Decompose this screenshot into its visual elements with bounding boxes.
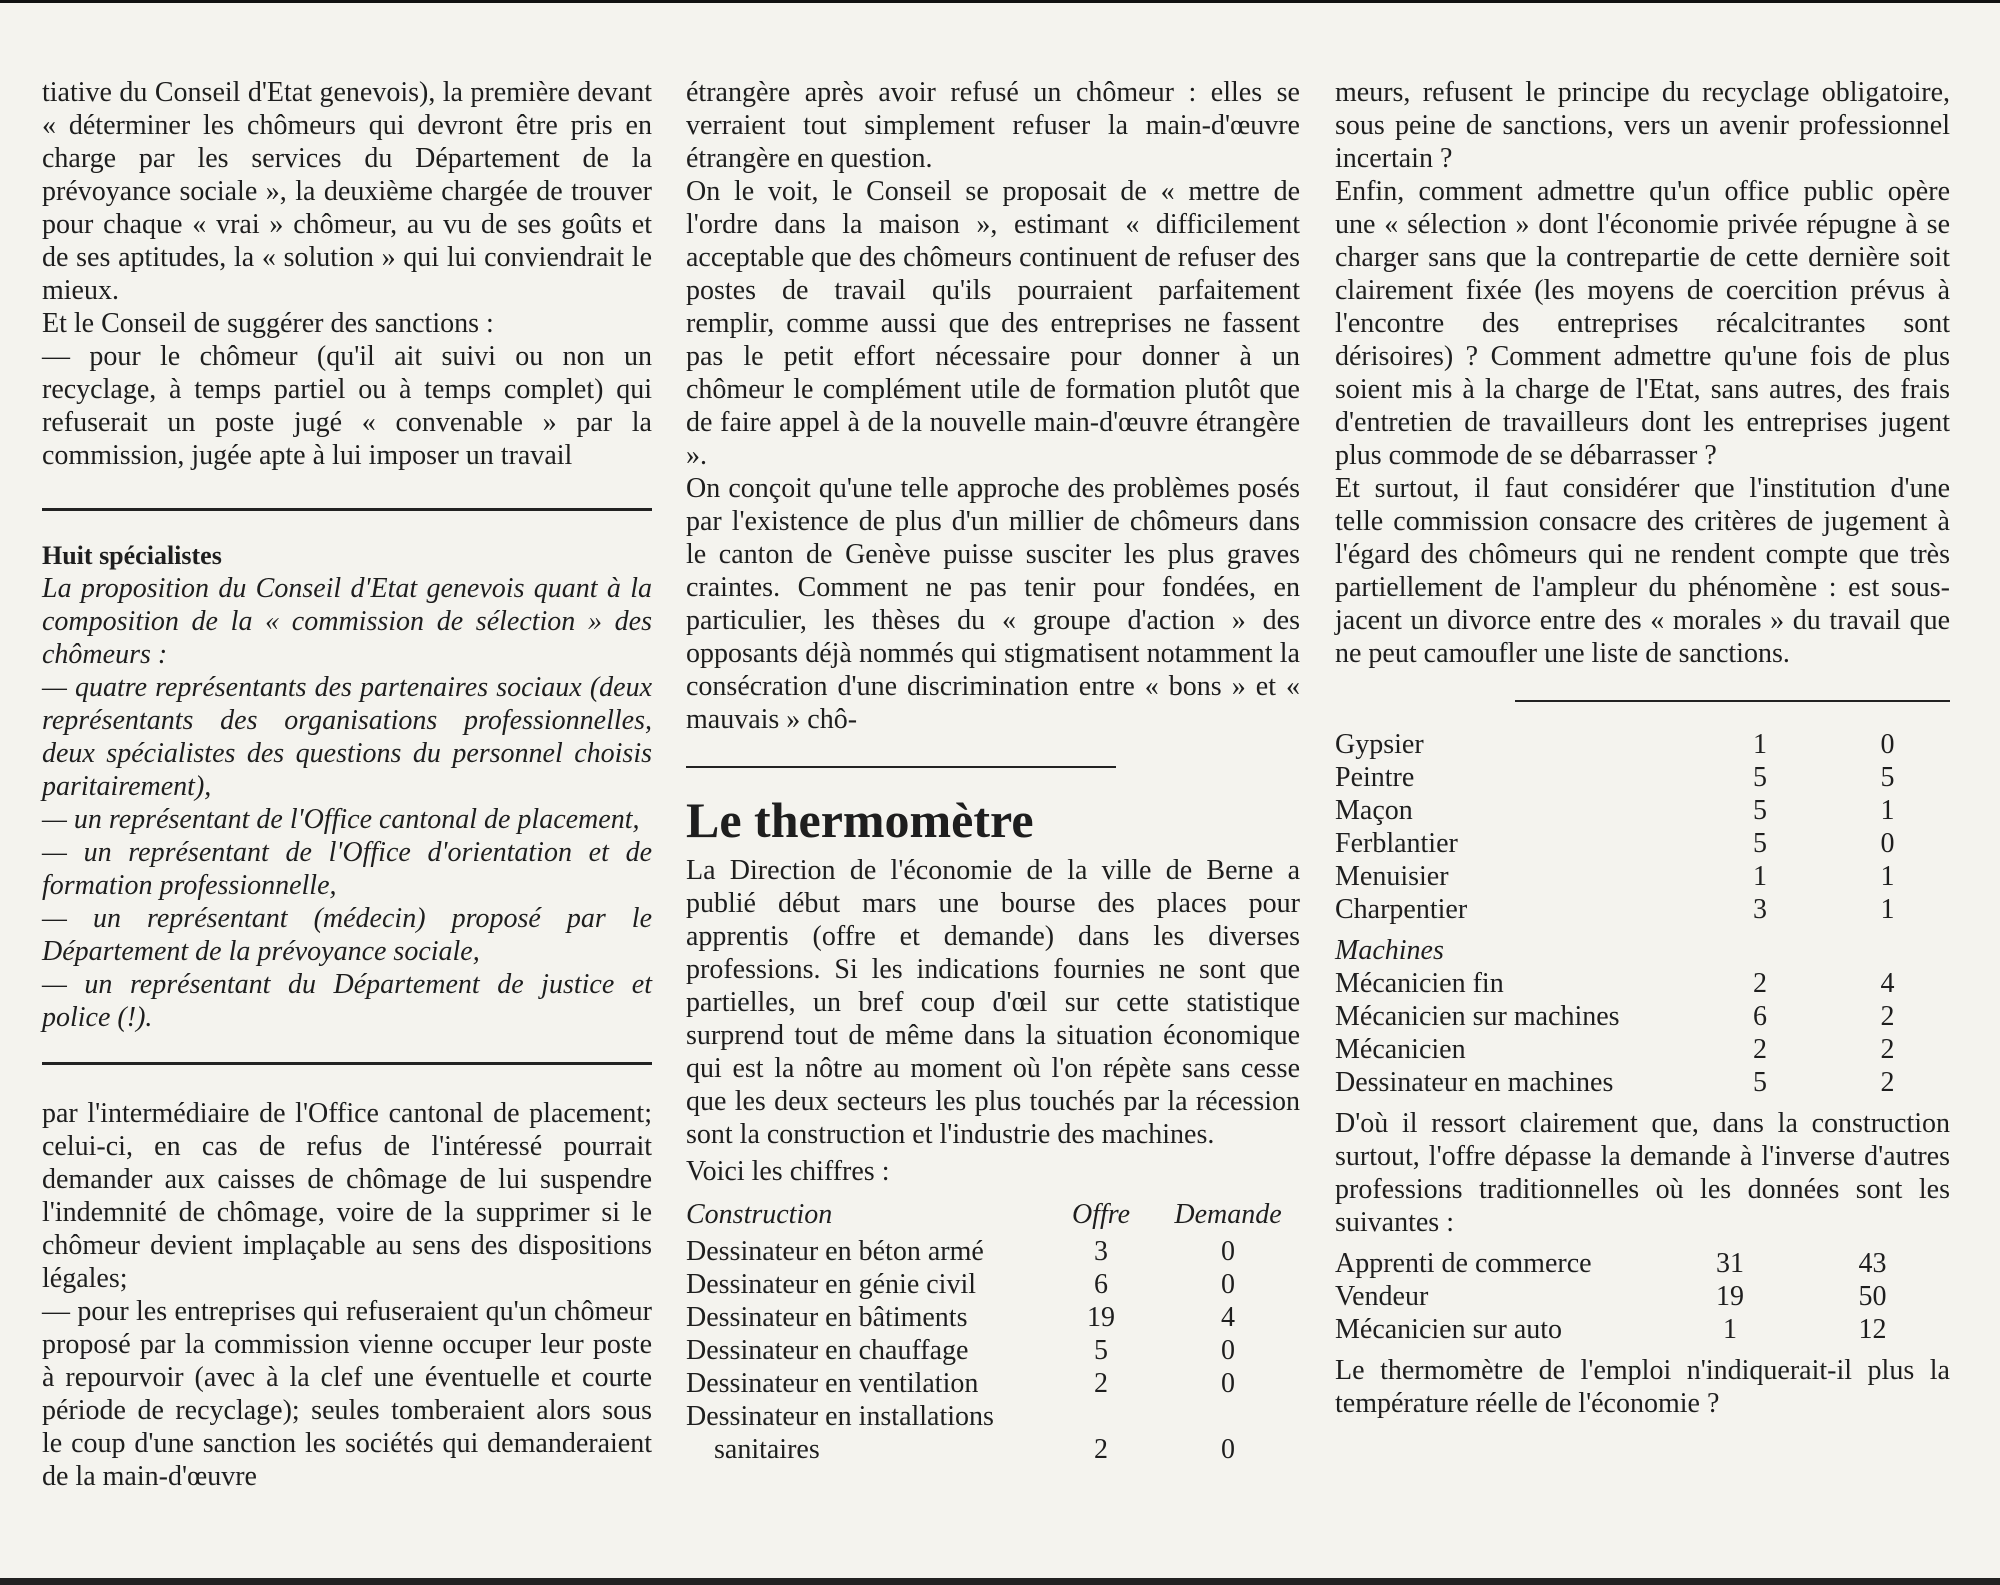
column-2: [686, 76, 1300, 1466]
table-row: sanitaires 2 0: [714, 1434, 1235, 1465]
table-row: Ferblantier 5 0: [1335, 828, 1895, 859]
col1-paragraph-4: par l'intermédiaire de l'Office cantonal de placement; celui-ci, en cas de refus de l'intéressé pourrait demander aux caisses de chômage de lui suspendre l'indemnité de chômage, voire de la supprimer si le chômeur devient implaçable au sens des dispositions légales;: [42, 1098, 652, 1294]
box-top-rule: [42, 508, 652, 511]
page-bottom-edge: [0, 1578, 2000, 1585]
box-item: — un représentant du Département de justice et police (!).: [42, 969, 652, 1033]
table-row: Dessinateur en bâtiments 19 4: [686, 1302, 1235, 1333]
table-section-label: Construction: [686, 1199, 833, 1230]
table-row: Charpentier 3 1: [1335, 894, 1895, 925]
col1-paragraph-1: tiative du Conseil d'Etat genevois), la première devant « déterminer les chômeurs qui devront être pris en charge par les services du Département de la prévoyance sociale », la deuxième chargée de trouver pour chaque « vrai » chômeur, au vu de ses goûts et de ses aptitudes, la « solution » qui lui conviendrait le mieux.: [42, 77, 652, 306]
table-row: Vendeur 19 50: [1335, 1281, 1887, 1312]
col2-paragraph-1: étrangère après avoir refusé un chômeur : elles se verraient tout simplement refuser la main-d'œuvre étrangère en question.: [686, 77, 1300, 174]
col3-paragraph-1: meurs, refusent le principe du recyclage obligatoire, sous peine de sanctions, vers un avenir professionnel incertain ?: [1335, 77, 1950, 174]
table-row: Dessinateur en béton armé 3 0: [686, 1236, 1235, 1267]
box-item: — un représentant (médecin) proposé par le Département de la prévoyance sociale,: [42, 903, 652, 967]
col3-paragraph-2: Enfin, comment admettre qu'un office public opère une « sélection » dont l'économie privée répugne à se charger sans que la contrepartie de cette dernière soit clairement fixée (les moyens de coercition prévus à l'encontre des entreprises récalcitrantes sont dérisoires) ? Comment admettre qu'une fois de plus soient mis à la charge de l'Etat, sans autres, des frais d'entretien de travailleurs dont les entreprises jugent plus commode de se débarrasser ?: [1335, 176, 1950, 471]
box-title: Huit spécialistes: [42, 541, 222, 570]
table-row: Peintre 5 5: [1335, 762, 1895, 793]
table-row: Menuisier 1 1: [1335, 861, 1895, 892]
box-bottom-rule: [42, 1062, 652, 1065]
col3-paragraph-5: Le thermomètre de l'emploi n'indiquerait-il plus la température réelle de l'économie ?: [1335, 1355, 1950, 1419]
table-row: Dessinateur en machines 5 2: [1335, 1067, 1895, 1098]
col1-paragraph-2: Et le Conseil de suggérer des sanctions :: [42, 308, 494, 339]
construction-table: [686, 1198, 1300, 1466]
table-row: Mécanicien sur machines 6 2: [1335, 1001, 1895, 1032]
table-header-row: [686, 1198, 1300, 1231]
article-title: Le thermomètre: [686, 792, 1034, 848]
table-row: Dessinateur en ventilation 2 0: [686, 1368, 1235, 1399]
trades-table: [1335, 728, 1950, 1099]
col2-paragraph-5: Voici les chiffres :: [686, 1156, 890, 1187]
section-rule: [1515, 700, 1950, 702]
table-section-row: [1335, 926, 1950, 967]
col3-paragraph-4: D'où il ressort clairement que, dans la construction surtout, l'offre dépasse la demande à l'inverse d'autres professions traditionnelles où les données sont les suivantes :: [1335, 1108, 1950, 1238]
box-item: — un représentant de l'Office cantonal de placement,: [42, 804, 640, 835]
table-row: Mécanicien sur auto 1 12: [1335, 1314, 1887, 1345]
column-3: [1335, 76, 1950, 1420]
table-row: Dessinateur en installations: [686, 1401, 994, 1432]
table-row: Mécanicien 2 2: [1335, 1034, 1895, 1065]
table-row: Dessinateur en chauffage 5 0: [686, 1335, 1235, 1366]
box-item: — quatre représentants des partenaires sociaux (deux représentants des organisations professionnelles, deux spécialistes des questions du personnel choisis paritairement),: [42, 672, 652, 802]
col2-paragraph-3: On conçoit qu'une telle approche des problèmes posés par l'existence de plus d'un millier de chômeurs dans le canton de Genève puisse susciter les plus graves craintes. Comment ne pas tenir pour fondées, en particulier, les thèses du « groupe d'action » des opposants déjà nommés qui stigmatisent notamment la consécration d'une discrimination entre « bons » et « mauvais » chô-: [686, 473, 1300, 735]
col2-paragraph-2: On le voit, le Conseil se proposait de « mettre de l'ordre dans la maison », estimant « difficilement acceptable que des chômeurs continuent de refuser des postes de travail qu'ils pourraient parfaitement remplir, comme aussi que des entreprises ne fassent pas le petit effort nécessaire pour donner à un chômeur le complément utile de formation plutôt que de faire appel à de la nouvelle main-d'œuvre étrangère ».: [686, 176, 1300, 471]
page-top-edge: [0, 0, 2000, 3]
other-trades-table: [1335, 1247, 1950, 1346]
sidebar-box: [42, 539, 652, 1034]
col3-paragraph-3: Et surtout, il faut considérer que l'institution d'une telle commission consacre des critères de jugement à l'égard des chômeurs qui ne rendent compte que très partiellement de l'ampleur du phénomène : est sous-jacent un divorce entre des « morales » du travail que ne peut camoufler une liste de sanctions.: [1335, 473, 1950, 669]
col1-paragraph-5: — pour les entreprises qui refuseraient qu'un chômeur proposé par la commission vienne occuper leur poste à repourvoir (avec à la clef une éventuelle et courte période de recyclage); seules tomberaient alors sous le coup d'une sanction les sociétés qui demanderaient de la main-d'œuvre: [42, 1296, 652, 1492]
box-intro: La proposition du Conseil d'Etat genevois quant à la composition de la « commission de sélection » des chômeurs :: [42, 573, 652, 670]
col1-paragraph-3: — pour le chômeur (qu'il ait suivi ou non un recyclage, à temps partiel ou à temps complet) qui refuserait un poste jugé « convenable » par la commission, jugée apte à lui imposer un travail: [42, 341, 652, 471]
table-row: Apprenti de commerce 31 43: [1335, 1248, 1887, 1279]
table-row: Dessinateur en génie civil 6 0: [686, 1269, 1235, 1300]
column-1: [42, 76, 652, 1493]
table-row: Maçon 5 1: [1335, 795, 1895, 826]
box-item: — un représentant de l'Office d'orientation et de formation professionnelle,: [42, 837, 652, 901]
col2-paragraph-4: La Direction de l'économie de la ville de Berne a publié début mars une bourse des places pour apprentis (offre et demande) dans les diverses professions. Si les indications fournies ne sont que partielles, un bref coup d'œil sur cette statistique surprend tout de même dans la situation économique qui est la nôtre au moment où l'on répète sans cesse que les deux secteurs les plus touchés par la récession sont la construction et l'industrie des machines.: [686, 855, 1300, 1150]
column-header-offre: Offre: [1071, 1199, 1131, 1230]
table-row: Mécanicien fin 2 4: [1335, 968, 1895, 999]
column-header-demande: Demande: [1174, 1199, 1282, 1230]
section-rule: [686, 766, 1116, 768]
machines-section-label: Machines: [1335, 935, 1444, 966]
table-row: Gypsier 1 0: [1335, 729, 1895, 760]
